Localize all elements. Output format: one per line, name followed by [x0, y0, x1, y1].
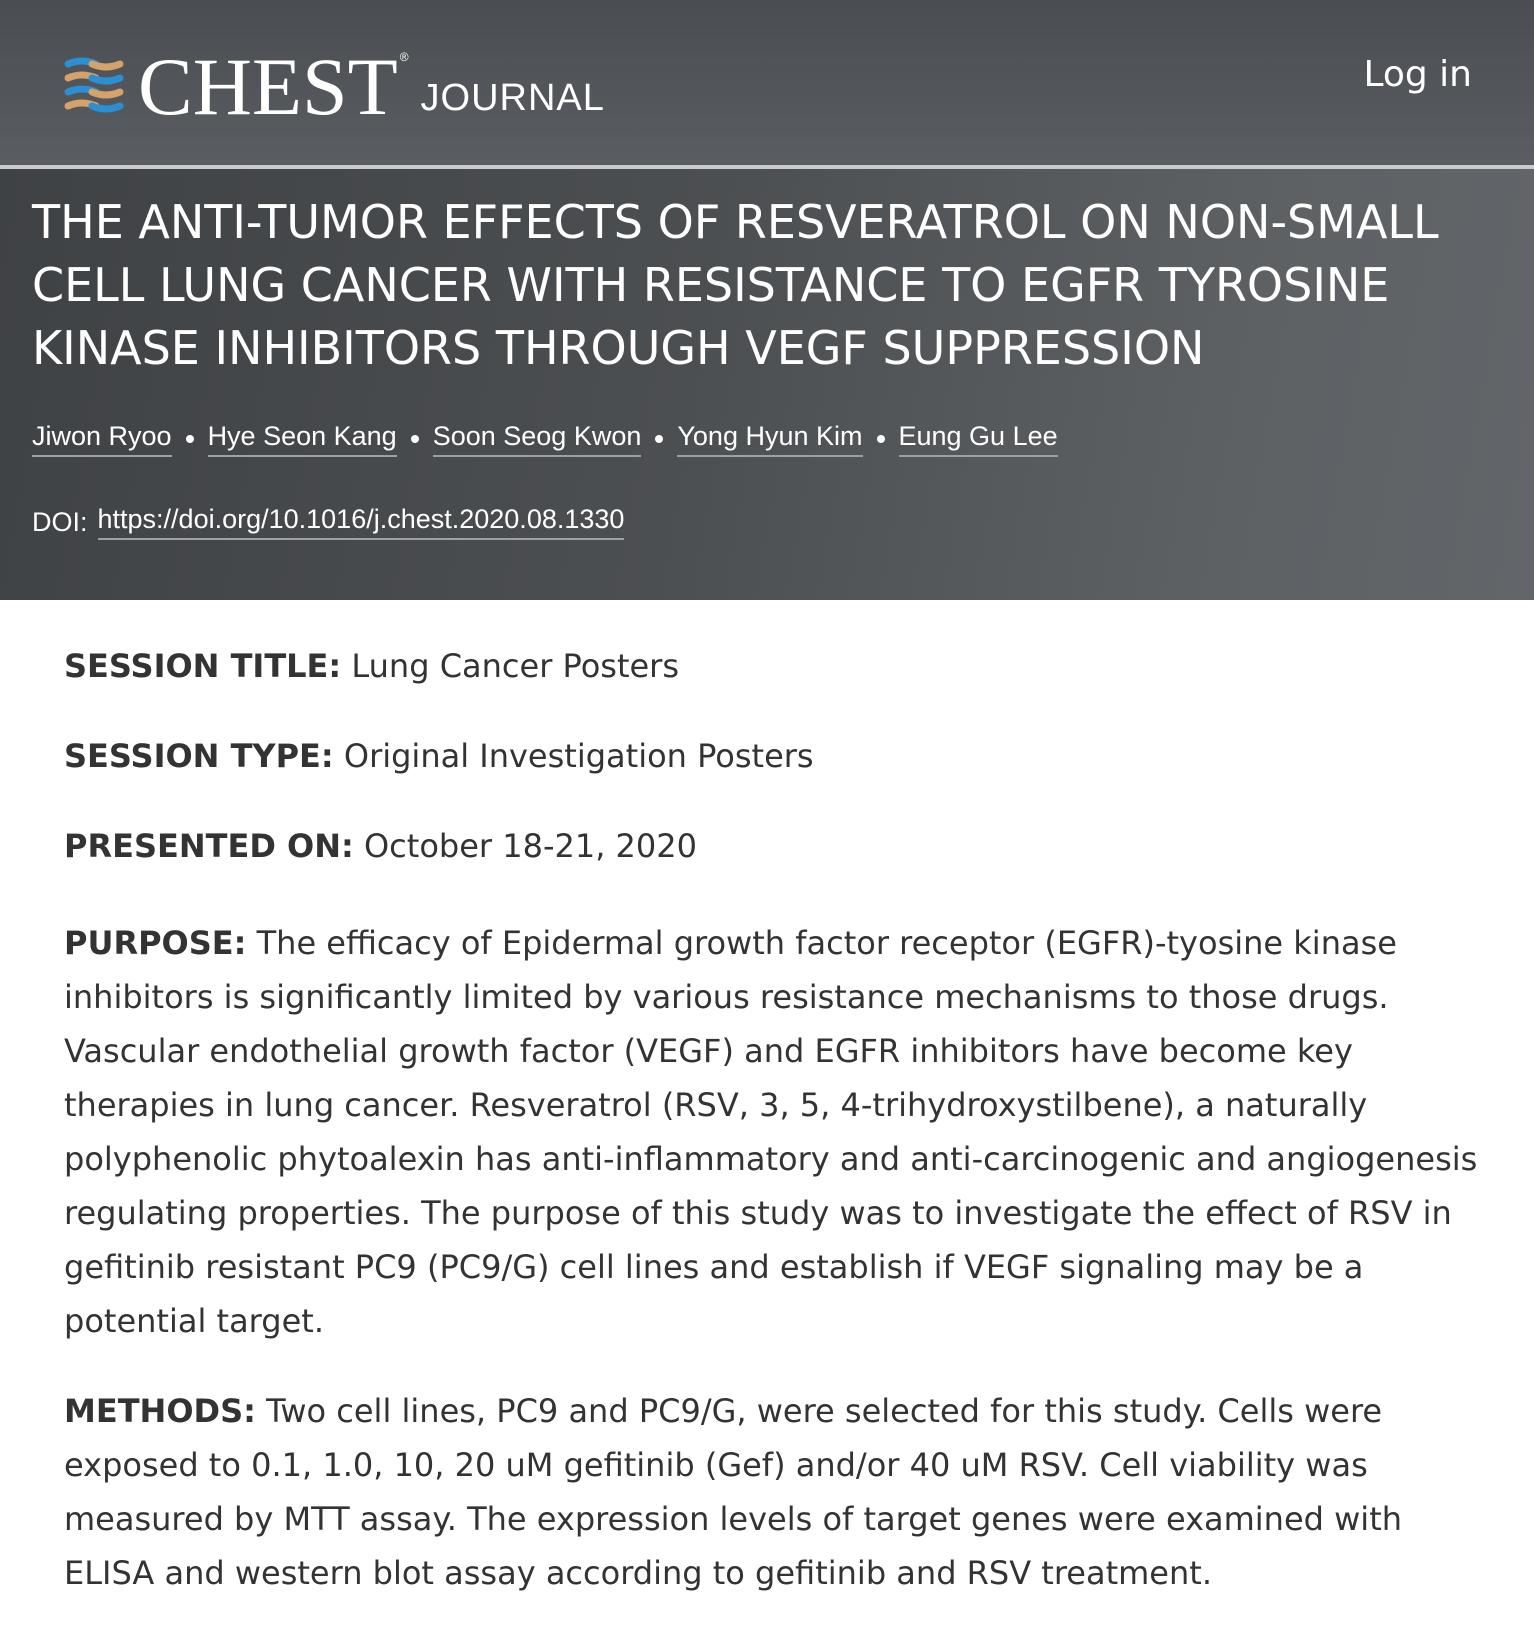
author-separator-dot: [186, 435, 194, 443]
session-type-label: SESSION TYPE:: [64, 737, 334, 775]
author-link[interactable]: Yong Hyun Kim: [677, 421, 862, 457]
author-link[interactable]: Eung Gu Lee: [899, 421, 1058, 457]
purpose-paragraph: [64, 916, 1484, 1348]
presented-on-line: [64, 826, 1484, 866]
session-type-value: Original Investigation Posters: [343, 737, 814, 775]
doi-line: [32, 504, 624, 540]
site-header: [0, 0, 1534, 165]
purpose-text: The efficacy of Epidermal growth factor receptor (EGFR)-tyosine kinase inhibitors is significantly limited by various resistance mechanisms to those drugs. Vascular endothelial growth factor (VEGF) and EGFR inhibitors have become key therapies in lung cancer. Resveratrol (RSV, 3, 5, 4-trihydroxystilbene), a naturally polyphenolic phytoalexin has anti-inflammatory and anti-carcinogenic and angiogenesis regulating properties. The purpose of this study was to investigate the effect of RSV in gefitinib resistant PC9 (PC9/G) cell lines and establish if VEGF signaling may be a potential target.: [64, 924, 1478, 1340]
session-title-line: [64, 646, 1484, 686]
article-hero: [0, 169, 1534, 600]
session-title-value: Lung Cancer Posters: [351, 647, 679, 685]
author-link[interactable]: Jiwon Ryoo: [32, 421, 172, 457]
author-link[interactable]: Hye Seon Kang: [208, 421, 397, 457]
chest-journal-logo[interactable]: [62, 41, 605, 132]
abstract-content: [64, 646, 1484, 1636]
author-separator-dot: [655, 435, 663, 443]
author-link[interactable]: Soon Seog Kwon: [433, 421, 642, 457]
login-link[interactable]: Log in: [1363, 54, 1472, 95]
presented-on-value: October 18-21, 2020: [363, 827, 697, 865]
purpose-label: PURPOSE:: [64, 924, 247, 962]
methods-paragraph: [64, 1384, 1484, 1600]
presented-on-label: PRESENTED ON:: [64, 827, 354, 865]
methods-text: Two cell lines, PC9 and PC9/G, were selected for this study. Cells were exposed to 0.1, 1.0, 10, 20 uM gefitinib (Gef) and/or 40 uM RSV. Cell viability was measured by MTT assay. The expression levels of target genes were examined with ELISA and western blot assay according to gefitinib and RSV treatment.: [64, 1392, 1403, 1592]
registered-mark: ®: [399, 50, 409, 64]
doi-link[interactable]: https://doi.org/10.1016/j.chest.2020.08.1330: [98, 504, 625, 540]
logo-journal-label: JOURNAL: [420, 77, 605, 119]
methods-label: METHODS:: [64, 1392, 256, 1430]
session-type-line: [64, 736, 1484, 776]
session-title-label: SESSION TITLE:: [64, 647, 342, 685]
doi-label: DOI:: [32, 506, 88, 537]
author-separator-dot: [411, 435, 419, 443]
author-list: [32, 421, 1058, 457]
author-separator-dot: [877, 435, 885, 443]
chest-logo-mark-icon: [62, 54, 126, 120]
article-title: THE ANTI-TUMOR EFFECTS OF RESVERATROL ON NON-SMALL CELL LUNG CANCER WITH RESISTANCE TO EGFR TYROSINE KINASE INHIBITORS THROUGH VEGF SUPPRESSION: [32, 195, 1439, 375]
logo-wordmark: CHEST: [138, 41, 398, 132]
